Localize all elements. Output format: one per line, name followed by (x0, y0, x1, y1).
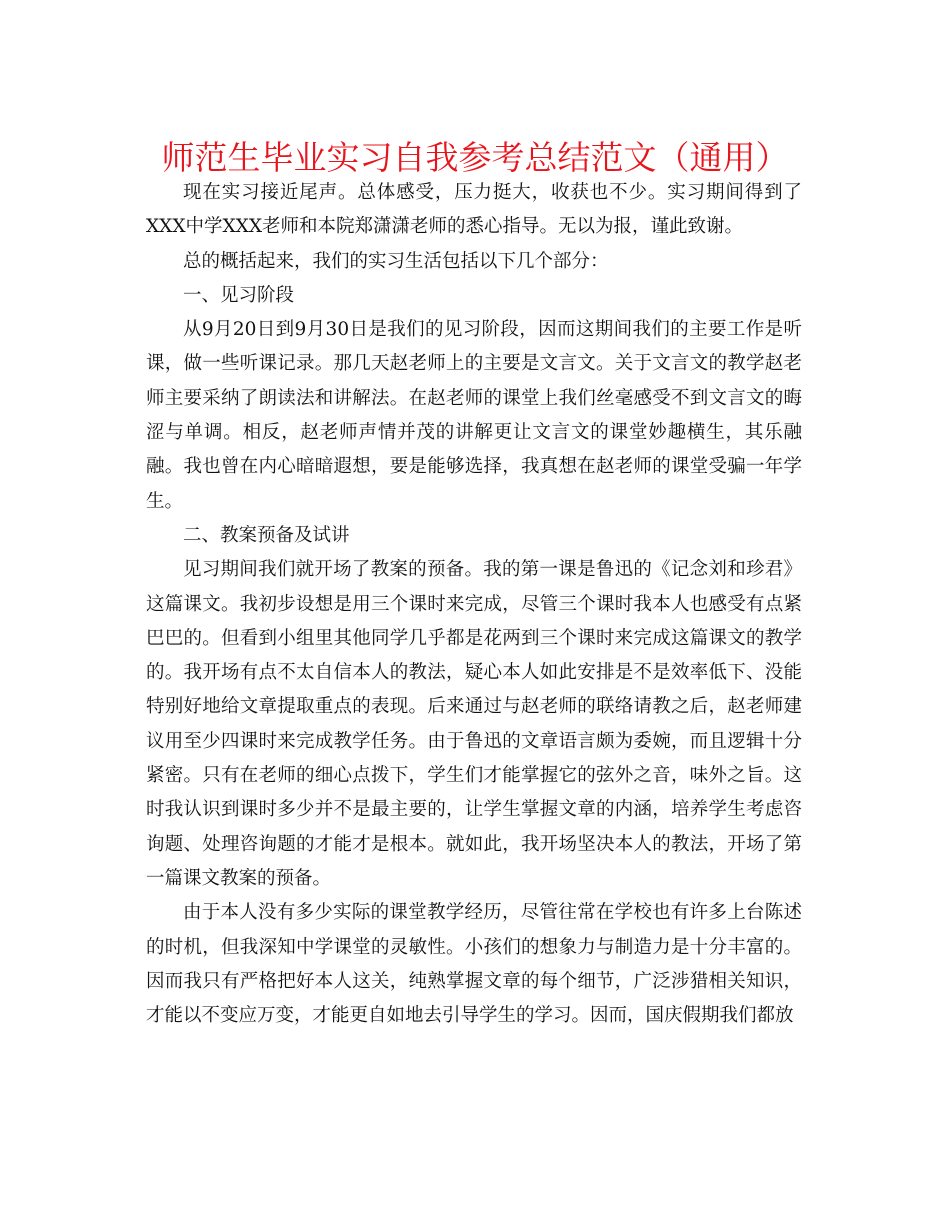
paragraph: 总的概括起来，我们的实习生活包括以下几个部分： (183, 250, 609, 272)
paragraph: 见习期间我们就开场了教案的预备。我的第一课是鲁迅的《记念刘和珍君》这篇课文。我初步设想是用三个课时来完成，尽管三个课时我本人也感受有点紧巴巴的。但看到小组里其他同学几乎都是花两到三个课时来完成这篇课文的教学的。我开场有点不太自信本人的教法，疑心本人如此安排是不是效率低下、没能特别好地给文章提取重点的表现。后来通过与赵老师的联络请教之后，赵老师建议用至少四课时来完成教学任务。由于鲁迅的文章语言颇为委婉，而且逻辑十分紧密。只有在老师的细心点拨下，学生们才能掌握它的弦外之音，味外之旨。这时我认识到课时多少并不是最主要的，让学生掌握文章的内涵，培养学生考虑咨询题、处理咨询题的才能才是根本。就如此，我开场坚决本人的教法，开场了第一篇课文教案的预备。 (146, 559, 802, 889)
paragraph: 现在实习接近尾声。总体感受，压力挺大，收获也不少。实习期间得到了XXX中学XXX老师和本院郑潇潇老师的悉心指导。无以为报，谨此致谢。 (146, 182, 802, 238)
document-body (146, 176, 802, 1033)
document-title: 师范生毕业实习自我参考总结范文（通用） (161, 138, 789, 177)
paragraph: 从9月20日到9月30日是我们的见习阶段，因而这期间我们的主要工作是听课，做一些听课记录。那几天赵老师上的主要是文言文。关于文言文的教学赵老师主要采纳了朗读法和讲解法。在赵老师的课堂上我们丝毫感受不到文言文的晦涩与单调。相反，赵老师声情并茂的讲解更让文言文的课堂妙趣横生，其乐融融。我也曾在内心暗暗遐想，要是能够选择，我真想在赵老师的课堂受骗一年学生。 (146, 319, 802, 512)
paragraph: 由于本人没有多少实际的课堂教学经历，尽管往常在学校也有许多上台陈述的时机，但我深知中学课堂的灵敏性。小孩们的想象力与制造力是十分丰富的。因而我只有严格把好本人这关，纯熟掌握文章的每个细节，广泛涉猎相关知识，才能以不变应万变，才能更自如地去引导学生的学习。因而，国庆假期我们都放 (146, 902, 802, 1027)
section-heading: 一、见习阶段 (183, 284, 295, 306)
section-heading: 二、教案预备及试讲 (183, 524, 350, 546)
